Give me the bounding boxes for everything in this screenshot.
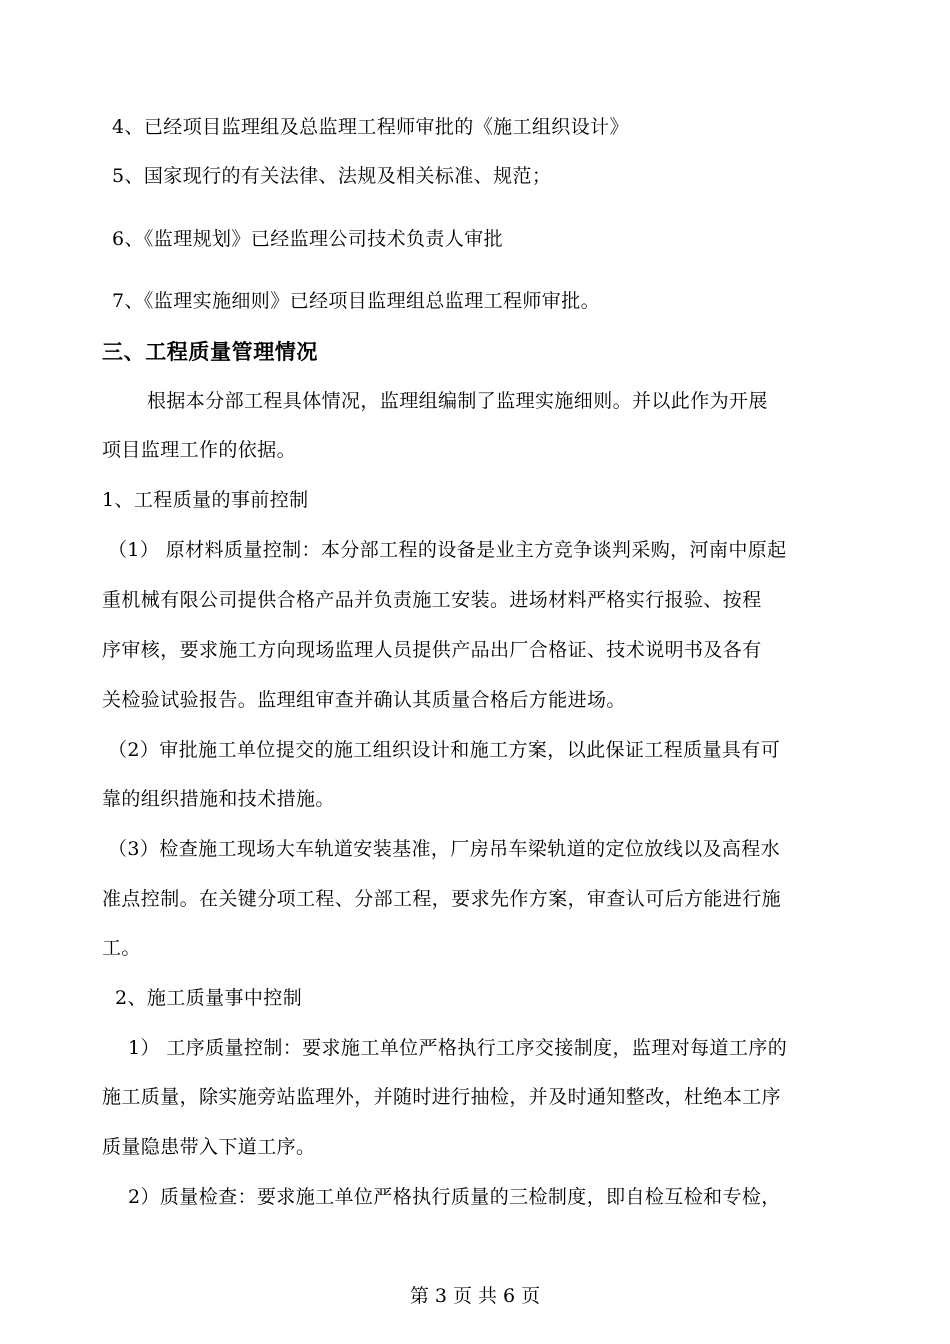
sub1-item2-line-1: （2）审批施工单位提交的施工组织设计和施工方案，以此保证工程质量具有可 <box>108 739 781 761</box>
intro-line-1: 根据本分部工程具体情况，监理组编制了监理实施细则。并以此作为开展 <box>147 390 768 412</box>
sub1-item1-line-4: 关检验试验报告。监理组审查并确认其质量合格后方能进场。 <box>102 689 626 711</box>
list-item-5: 5、国家现行的有关法律、法规及相关标准、规范； <box>112 165 552 187</box>
sub1-item3-line-2: 准点控制。在关键分项工程、分部工程，要求先作方案，审查认可后方能进行施 <box>102 888 782 910</box>
page-footer: 第 3 页 共 6 页 <box>409 1285 541 1307</box>
subsection-2-title: 2、施工质量事中控制 <box>115 987 303 1009</box>
subsection-1-title: 1、工程质量的事前控制 <box>102 489 309 511</box>
sub1-item3-line-3: 工。 <box>102 937 141 959</box>
list-item-6: 6、《监理规划》已经监理公司技术负责人审批 <box>112 228 503 250</box>
sub1-item1-line-3: 序审核，要求施工方向现场监理人员提供产品出厂合格证、技术说明书及各有 <box>102 639 762 661</box>
sub2-item2-line-1: 2）质量检查：要求施工单位严格执行质量的三检制度，即自检互检和专检， <box>128 1186 781 1208</box>
sub2-item1-line-2: 施工质量，除实施旁站监理外，并随时进行抽检，并及时通知整改，杜绝本工序 <box>102 1086 782 1108</box>
intro-line-2: 项目监理工作的依据。 <box>102 439 297 461</box>
sub2-item1-line-3: 质量隐患带入下道工序。 <box>102 1136 316 1158</box>
sub1-item1-line-2: 重机械有限公司提供合格产品并负责施工安装。进场材料严格实行报验、按程 <box>102 589 762 611</box>
sub1-item3-line-1: （3）检查施工现场大车轨道安装基准，厂房吊车梁轨道的定位放线以及高程水 <box>108 838 781 860</box>
list-item-4: 4、已经项目监理组及总监理工程师审批的《施工组织设计》 <box>112 116 629 138</box>
section-heading: 三、工程质量管理情况 <box>102 340 318 364</box>
sub1-item1-line-1: （1） 原材料质量控制：本分部工程的设备是业主方竞争谈判采购，河南中原起 <box>108 539 787 561</box>
list-item-7: 7、《监理实施细则》已经项目监理组总监理工程师审批。 <box>112 290 600 312</box>
sub1-item2-line-2: 靠的组织措施和技术措施。 <box>102 788 335 810</box>
sub2-item1-line-1: 1） 工序质量控制：要求施工单位严格执行工序交接制度，监理对每道工序的 <box>128 1037 788 1059</box>
